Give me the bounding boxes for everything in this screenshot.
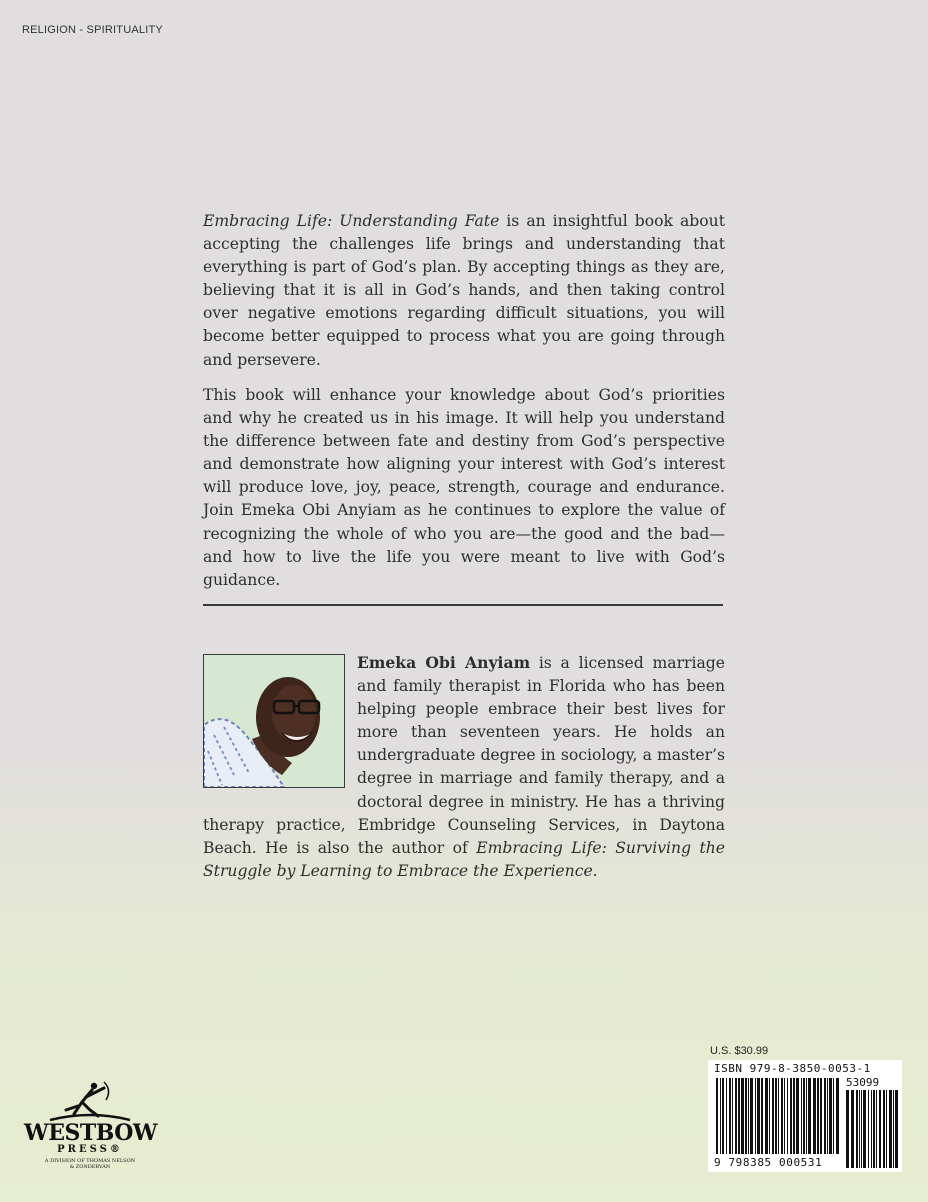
blurb-paragraph-1 [203, 210, 725, 372]
author-bio [203, 651, 725, 883]
blurb-paragraph-2: This book will enhance your knowledge about God’s priorities and why he created us in his image. It will help you understand the difference between fate and destiny from God’s perspective and demonstrate how aligning your interest with God’s interest will produce love, joy, peace, strength, courage and endurance. Join Emeka Obi Anyiam as he continues to explore the value of recognizing the whole of who you are—the good and the bad—and how to live the life you were meant to live with God’s guidance. [203, 386, 725, 589]
isbn-barcode [708, 1060, 902, 1172]
barcode-addon-number: 53099 [846, 1076, 880, 1089]
author-photo [203, 654, 345, 788]
publisher-logo [20, 1080, 160, 1180]
author-name: Emeka Obi Anyiam [357, 653, 531, 672]
publisher-sub: PRESS® [57, 1144, 123, 1155]
author-portrait-icon [204, 655, 344, 787]
publisher-division-line-1: A DIVISION OF THOMAS NELSON [44, 1158, 136, 1164]
publisher-division-line-2: & ZONDERVAN [69, 1164, 111, 1170]
other-book-title: Embracing Life: Surviving the Struggle by Learning to Embrace the Experience. [203, 838, 725, 880]
blurb-paragraph-1-text: is an insightful book about accepting the challenges life brings and understanding that everything is part of God’s plan. By accepting things as they are, believing that it is all in God’s hands, and then taking control over negative emotions regarding difficult situations, you will become better equipped to process what you are going through and persevere. [203, 212, 725, 369]
archer-figure-icon [20, 1080, 160, 1124]
publisher-division [24, 1158, 156, 1170]
publisher-name: WESTBOW [24, 1120, 158, 1146]
ean-number: 9 798385 000531 [714, 1156, 823, 1169]
isbn-text: ISBN 979-8-3850-0053-1 [714, 1062, 871, 1075]
author-bio-text: is a licensed marriage and family therapist in Florida who has been helping people embrace their best lives for more than seventeen years. He holds an undergraduate degree in sociology, a master’s degree in marriage and family therapy, and a doctoral degree in ministry. He has a thriving therapy practice, Embridge Counseling Services, in Daytona Beach. He is also the author of [203, 654, 725, 857]
category-label: RELIGION - SPIRITUALITY [22, 24, 163, 36]
divider-rule [203, 604, 723, 606]
book-title: Embracing Life: Understanding Fate [203, 212, 500, 230]
price-label: U.S. $30.99 [710, 1045, 769, 1057]
